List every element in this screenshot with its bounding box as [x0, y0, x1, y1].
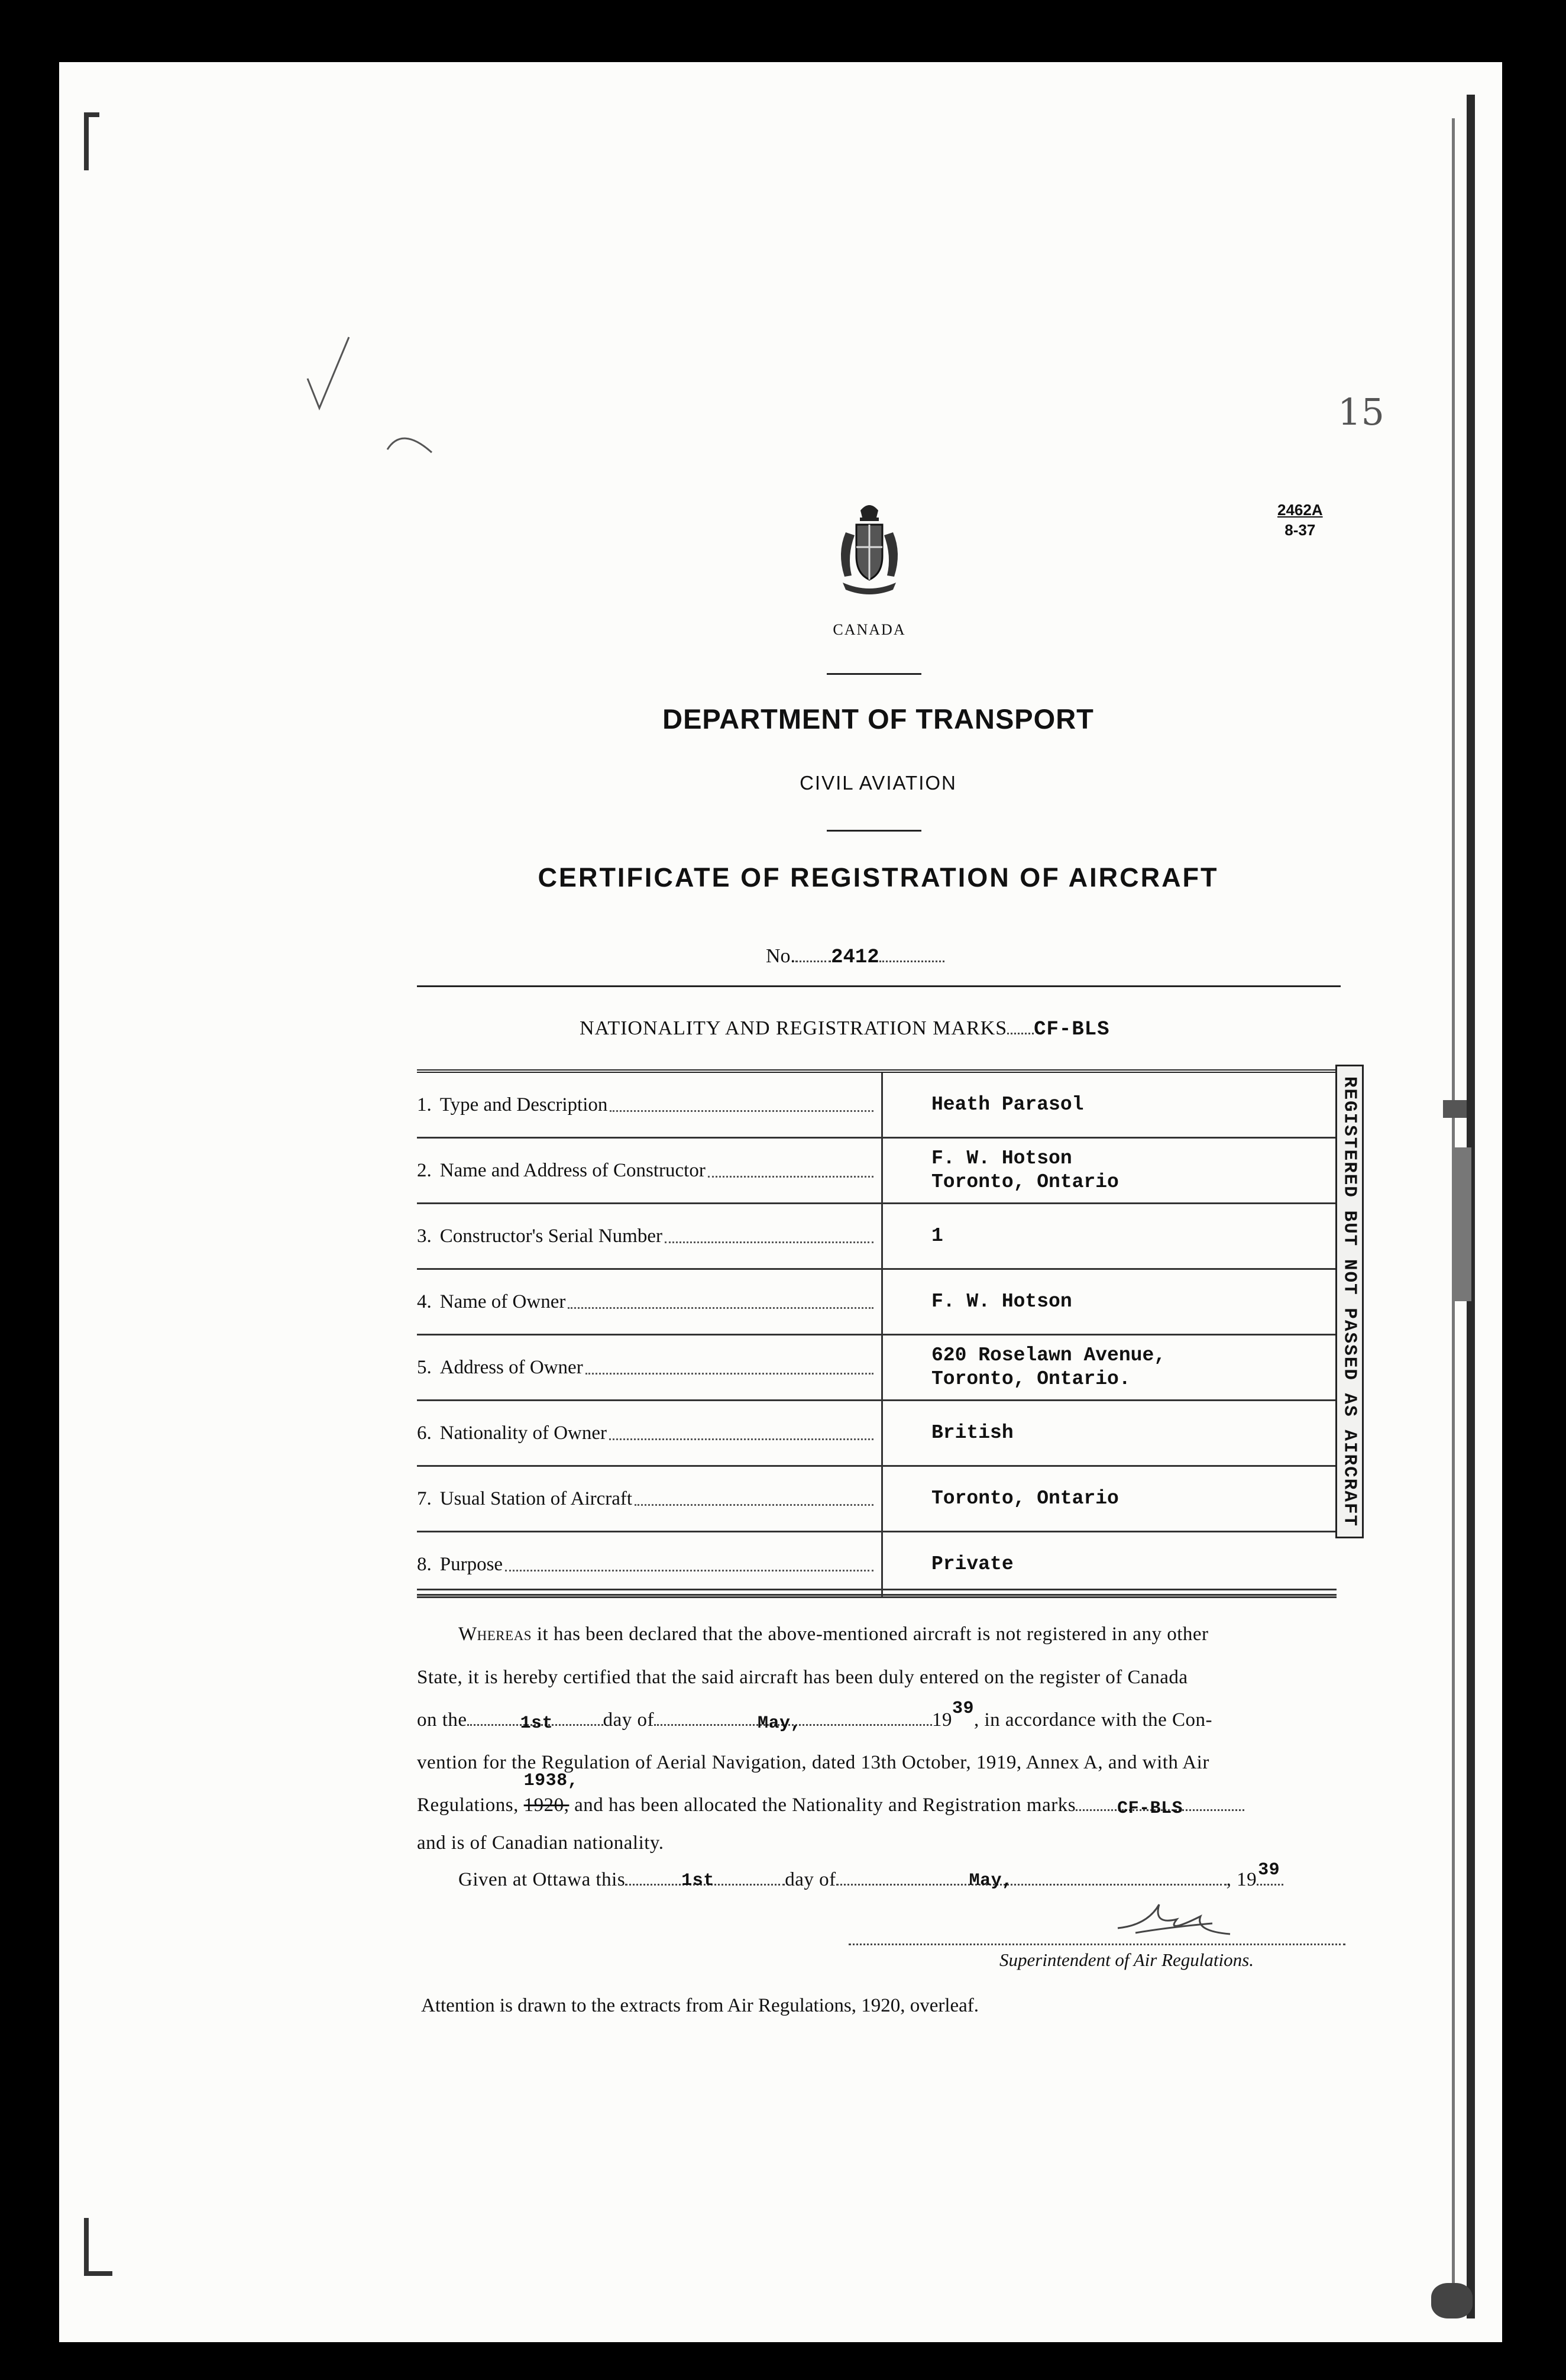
field-value [931, 1073, 1083, 1137]
field-label-cell [417, 1335, 878, 1399]
field-row [417, 1139, 1337, 1204]
text: , 19 [1226, 1869, 1257, 1890]
field-row [417, 1073, 1337, 1139]
department-heading: DEPARTMENT OF TRANSPORT [662, 703, 1094, 735]
column-divider [881, 1532, 883, 1596]
dot-leader [609, 1438, 873, 1440]
nationality-marks-label: NATIONALITY AND REGISTRATION MARKS [580, 1017, 1008, 1039]
field-value [931, 1139, 1119, 1202]
month-field [654, 1713, 932, 1734]
field-value [931, 1467, 1119, 1531]
certificate-number-label: No. [766, 945, 796, 967]
column-divider [881, 1467, 883, 1531]
field-number: 5. [417, 1356, 432, 1378]
signature-title: Superintendent of Air Regulations. [999, 1949, 1254, 1970]
regulations-year-printed: 1920, [523, 1794, 570, 1816]
dot-leader [505, 1570, 873, 1571]
field-value-line: F. W. Hotson [931, 1147, 1072, 1169]
registration-side-stamp [1335, 1065, 1364, 1538]
check-mark-scribble [296, 319, 367, 426]
nationality-marks-value: CF-BLS [1034, 1018, 1110, 1041]
field-label-cell [417, 1467, 878, 1531]
field-number: 7. [417, 1487, 432, 1509]
corner-mark-bottom-left [84, 2218, 112, 2276]
whereas-line-6: and is of Canadian nationality. [417, 1832, 664, 1854]
regulations-year-typed: 1938, [523, 1771, 579, 1791]
field-label: Address of Owner [439, 1356, 583, 1378]
field-label: Constructor's Serial Number [439, 1225, 662, 1247]
signature-image [1112, 1893, 1242, 1940]
certificate-title: CERTIFICATE OF REGISTRATION OF AIRCRAFT [538, 862, 1219, 892]
column-divider [881, 1270, 883, 1334]
column-divider [881, 1335, 883, 1399]
regulations-year [523, 1771, 579, 1816]
given-year-value: 39 [1258, 1860, 1280, 1880]
column-divider [881, 1401, 883, 1465]
corner-mark-top-left [84, 112, 99, 170]
field-value-line: F. W. Hotson [931, 1291, 1072, 1312]
marks-field [1076, 1799, 1244, 1819]
text: and has been allocated the Nationality and Registration marks [569, 1794, 1076, 1816]
field-label: Name and Address of Constructor [439, 1159, 706, 1181]
field-value-line: 620 Roselawn Avenue, [931, 1344, 1166, 1366]
field-number: 1. [417, 1094, 432, 1115]
whereas-line-2: State, it is hereby certified that the said aircraft has been duly entered on the register of Canada [417, 1667, 1188, 1688]
footer-note: Attention is drawn to the extracts from Air Regulations, 1920, overleaf. [421, 1995, 979, 2016]
field-label-cell [417, 1270, 878, 1334]
field-label: Usual Station of Aircraft [439, 1487, 633, 1509]
column-divider [881, 1204, 883, 1268]
field-label: Purpose [439, 1553, 503, 1575]
dot-leader [568, 1307, 873, 1309]
whereas-line-3 [417, 1699, 1345, 1734]
given-day-field [625, 1871, 785, 1891]
marks-value: CF-BLS [1117, 1799, 1183, 1819]
divider [417, 985, 1341, 987]
registration-fields-table [417, 1069, 1337, 1598]
field-number: 8. [417, 1553, 432, 1575]
field-value [931, 1204, 943, 1268]
divider [827, 830, 921, 832]
field-number: 4. [417, 1291, 432, 1312]
field-label-cell [417, 1401, 878, 1465]
field-label-cell [417, 1139, 878, 1202]
field-value-line: 1 [931, 1225, 943, 1247]
given-month-value: May, [969, 1871, 1013, 1891]
nationality-marks-line [580, 1017, 1110, 1041]
field-value-line: Heath Parasol [931, 1094, 1084, 1115]
side-stamp-text: REGISTERED BUT NOT PASSED AS AIRCRAFT [1339, 1076, 1360, 1527]
pencil-scribble [384, 426, 438, 461]
field-label-cell [417, 1532, 878, 1596]
field-row [417, 1401, 1337, 1467]
field-row [417, 1270, 1337, 1335]
divider [827, 673, 921, 675]
day-value: 1st [520, 1713, 554, 1734]
dot-leader [1007, 1033, 1034, 1034]
field-label: Nationality of Owner [439, 1422, 607, 1444]
column-divider [881, 1073, 883, 1137]
form-date: 8-37 [1284, 521, 1316, 539]
day-field [467, 1713, 603, 1734]
month-value: May, [757, 1713, 801, 1734]
field-value-line: Toronto, Ontario [931, 1171, 1119, 1193]
field-value-line: Toronto, Ontario. [931, 1368, 1131, 1390]
field-row [417, 1335, 1337, 1401]
field-number: 3. [417, 1225, 432, 1247]
field-label: Type and Description [439, 1094, 608, 1115]
column-divider [881, 1139, 883, 1202]
form-code: 2462A [1277, 501, 1323, 519]
dot-leader [879, 961, 944, 962]
year-prefix: 19 [931, 1709, 952, 1731]
dot-leader [665, 1241, 873, 1243]
field-label-cell [417, 1073, 878, 1137]
year-value: 39 [952, 1699, 974, 1719]
field-label: Name of Owner [439, 1291, 566, 1312]
scan-smudge [1431, 2283, 1473, 2318]
whereas-text: it has been declared that the above-mentioned aircraft is not registered in any other [532, 1624, 1209, 1645]
branch-heading: CIVIL AVIATION [800, 772, 957, 794]
certificate-number-value: 2412 [831, 946, 879, 969]
scan-smudge [1454, 1147, 1471, 1301]
signature-line [849, 1944, 1345, 1945]
field-value-line: Private [931, 1553, 1014, 1575]
field-number: 2. [417, 1159, 432, 1181]
field-value [931, 1335, 1166, 1399]
emblem-caption: CANADA [833, 621, 906, 638]
given-year-field [1257, 1860, 1283, 1886]
coat-of-arms-icon [834, 500, 905, 600]
dot-leader [708, 1176, 873, 1178]
dot-leader [610, 1110, 873, 1112]
whereas-word: Whereas [458, 1624, 532, 1645]
whereas-line-1 [417, 1624, 1387, 1645]
field-number: 6. [417, 1422, 432, 1444]
scan-speck [1443, 1100, 1467, 1118]
text: day of [603, 1709, 654, 1731]
field-value [931, 1401, 1014, 1465]
given-day-value: 1st [681, 1871, 714, 1891]
text: on the [417, 1709, 467, 1731]
field-value-line: Toronto, Ontario [931, 1487, 1119, 1509]
field-value-line: British [931, 1422, 1014, 1444]
field-value [931, 1270, 1072, 1334]
given-line [417, 1860, 1387, 1891]
table-bottom-rule [417, 1589, 1337, 1596]
dot-leader [795, 961, 831, 962]
field-row [417, 1204, 1337, 1270]
text: day of [785, 1869, 836, 1890]
handwritten-number: 15 [1338, 390, 1384, 434]
whereas-line-4: vention for the Regulation of Aerial Navigation, dated 13th October, 1919, Annex A, and with Air [417, 1752, 1209, 1773]
text: Given at Ottawa this [458, 1869, 626, 1890]
field-value [931, 1532, 1014, 1596]
text: , in accordance with the Con- [973, 1709, 1213, 1731]
dot-leader [585, 1373, 873, 1375]
text: Regulations, [417, 1794, 519, 1816]
given-month-field [836, 1871, 1227, 1891]
field-label-cell [417, 1204, 878, 1268]
field-row [417, 1467, 1337, 1532]
form-number [1277, 500, 1323, 540]
whereas-line-5 [417, 1771, 1345, 1819]
dot-leader [635, 1504, 873, 1506]
certificate-number [766, 945, 944, 969]
